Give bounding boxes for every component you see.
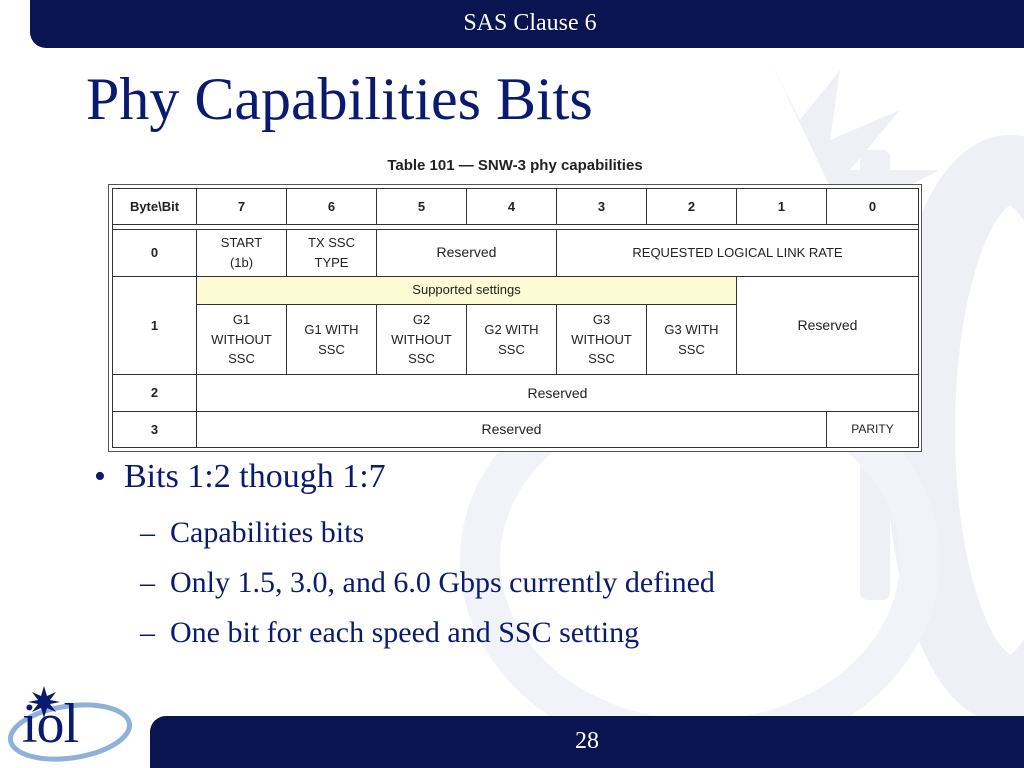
g3-without-ssc-cell xyxy=(557,304,647,375)
cell-line: G1 xyxy=(232,312,251,328)
sub-bullet-item xyxy=(140,566,715,600)
phy-capabilities-table xyxy=(112,188,919,448)
g2-without-ssc-cell xyxy=(377,304,467,375)
sub-bullet-text: One bit for each speed and SSC setting xyxy=(170,616,640,649)
sub-bullet-text: Capabilities bits xyxy=(170,516,365,549)
cell-line: G2 WITH xyxy=(484,322,539,338)
header-cell: 6 xyxy=(287,189,377,225)
sub-bullet-item xyxy=(140,516,364,550)
table-caption: Table 101 — SNW-3 phy capabilities xyxy=(387,157,643,174)
header-cell: 5 xyxy=(377,189,467,225)
cell-line: SSC xyxy=(228,351,255,367)
byte-cell: 0 xyxy=(113,230,197,276)
cell-line: G3 WITH xyxy=(664,322,719,338)
cell-line: SSC xyxy=(318,341,345,357)
sub-bullet-text: Only 1.5, 3.0, and 6.0 Gbps currently defined xyxy=(170,566,715,599)
header-cell: 1 xyxy=(737,189,827,225)
header-cell: 2 xyxy=(647,189,737,225)
header-cell: 4 xyxy=(467,189,557,225)
table-row xyxy=(113,375,919,411)
table-row xyxy=(113,276,919,304)
cell-line: WITHOUT xyxy=(571,331,632,347)
header-cell: 7 xyxy=(197,189,287,225)
tx-ssc-label: TX SSC xyxy=(308,235,355,251)
parity-cell: PARITY xyxy=(827,411,919,447)
sub-bullet-item xyxy=(140,616,639,650)
dash-marker: – xyxy=(140,566,155,599)
dash-marker: – xyxy=(140,616,155,649)
cell-line: G3 xyxy=(592,312,611,328)
header-bar xyxy=(30,0,1024,48)
byte-cell: 3 xyxy=(113,411,197,447)
cell-line: WITHOUT xyxy=(211,331,272,347)
g2-with-ssc-cell xyxy=(467,304,557,375)
cell-line: SSC xyxy=(408,351,435,367)
cell-line: WITHOUT xyxy=(391,331,452,347)
cell-line: G2 xyxy=(412,312,431,328)
cell-line: SSC xyxy=(498,341,525,357)
cell-line: SSC xyxy=(678,341,705,357)
g1-without-ssc-cell xyxy=(197,304,287,375)
byte-cell: 2 xyxy=(113,375,197,411)
reserved-cell: Reserved xyxy=(197,375,919,411)
reserved-cell: Reserved xyxy=(197,411,827,447)
bullet-dot: • xyxy=(94,458,106,495)
bullet-item xyxy=(94,458,386,496)
tx-ssc-type-label: TYPE xyxy=(314,254,349,270)
cell-line: G1 WITH xyxy=(304,322,359,338)
footer-bar xyxy=(150,716,1024,768)
header-cell: 0 xyxy=(827,189,919,225)
byte-cell: 1 xyxy=(113,276,197,375)
g3-with-ssc-cell xyxy=(647,304,737,375)
reserved-cell: Reserved xyxy=(737,276,919,375)
table-row xyxy=(113,230,919,276)
header-cell: Byte\Bit xyxy=(113,189,197,225)
tx-ssc-type-cell xyxy=(287,230,377,276)
supported-settings-cell: Supported settings xyxy=(197,276,737,304)
logo-text: iol xyxy=(22,693,79,755)
table-row xyxy=(113,411,919,447)
start-cell xyxy=(197,230,287,276)
dash-marker: – xyxy=(140,516,155,549)
header-cell: 3 xyxy=(557,189,647,225)
cell-line: SSC xyxy=(588,351,615,367)
header-title: SAS Clause 6 xyxy=(463,10,597,36)
requested-link-rate-cell: REQUESTED LOGICAL LINK RATE xyxy=(557,230,919,276)
page-number: 28 xyxy=(575,728,599,754)
bullet-text: Bits 1:2 though 1:7 xyxy=(124,458,386,495)
slide-title: Phy Capabilities Bits xyxy=(86,66,593,132)
table-header-row xyxy=(113,189,919,225)
g1-with-ssc-cell xyxy=(287,304,377,375)
start-value: (1b) xyxy=(229,254,254,270)
reserved-cell: Reserved xyxy=(377,230,557,276)
start-label: START xyxy=(220,235,263,251)
